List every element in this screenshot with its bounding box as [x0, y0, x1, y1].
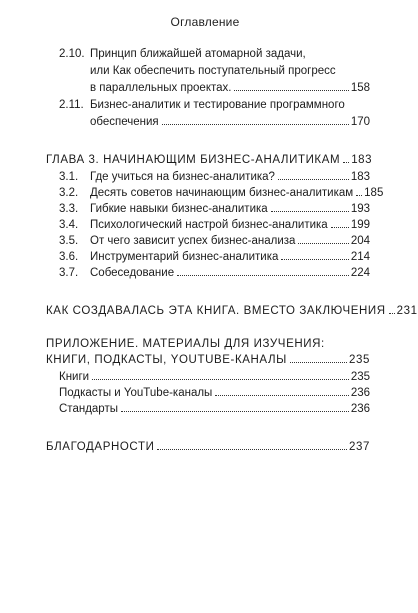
page-number: 199 [350, 219, 370, 231]
chapter-title: ГЛАВА 3. НАЧИНАЮЩИМ БИЗНЕС-АНАЛИТИКАМ [46, 154, 341, 166]
chapter-title-line: ПРИЛОЖЕНИЕ. МАТЕРИАЛЫ ДЛЯ ИЗУЧЕНИЯ: [46, 338, 325, 350]
entry-number: 2.11. [59, 99, 84, 111]
leader-dots [234, 81, 348, 91]
leader-dots [177, 266, 349, 276]
page-number: 183 [350, 171, 370, 183]
leader-dots [290, 353, 347, 363]
entry-number: 3.7. [59, 267, 79, 279]
page-number: 235 [350, 371, 370, 383]
chapter-title-line: КНИГИ, ПОДКАСТЫ, YOUTUBE-КАНАЛЫ [46, 354, 287, 366]
leader-line [90, 186, 384, 200]
entry-title: От чего зависит успех бизнес-анализа [90, 235, 296, 247]
page-number: 237 [349, 441, 370, 453]
leader-line [90, 234, 370, 248]
entry-number: 3.4. [59, 219, 79, 231]
leader-dots [298, 234, 348, 244]
entry-title: Инструментарий бизнес-аналитика [90, 251, 279, 263]
leader-dots [162, 115, 349, 125]
page-number: 183 [351, 154, 373, 166]
leader-dots [281, 250, 348, 260]
leader-dots [331, 218, 349, 228]
leader-line [46, 153, 373, 167]
entry-title-line: обеспечения [90, 116, 159, 128]
page-number: 231 [396, 305, 418, 317]
entry-number: 3.3. [59, 203, 79, 215]
entry-number: 3.6. [59, 251, 79, 263]
entry-number: 3.2. [59, 187, 79, 199]
entry-title-line: или Как обеспечить поступательный прогресс [90, 65, 336, 77]
entry-title-line: Принцип ближайшей атомарной задачи, [90, 48, 306, 60]
running-head: Оглавление [170, 15, 240, 29]
leader-line [46, 440, 370, 454]
entry-number: 2.10. [59, 48, 85, 60]
leader-line [46, 353, 370, 367]
entry-number: 3.1. [59, 171, 79, 183]
entry-title: Десять советов начинающим бизнес-аналитикам [90, 187, 354, 199]
leader-line [90, 81, 370, 95]
leader-line [90, 250, 370, 264]
leader-dots [92, 370, 349, 380]
entry-title: Где учиться на бизнес-аналитика? [90, 171, 275, 183]
entry-title: Стандарты [59, 403, 118, 415]
chapter-title: БЛАГОДАРНОСТИ [46, 441, 155, 453]
leader-dots [271, 202, 349, 212]
leader-line [90, 170, 370, 184]
leader-line [90, 218, 370, 232]
entry-title: Психологический настрой бизнес-аналитика [90, 219, 328, 231]
leader-dots [121, 402, 349, 412]
leader-line [59, 370, 370, 384]
leader-dots [278, 170, 349, 180]
chapter-title: КАК СОЗДАВАЛАСЬ ЭТА КНИГА. ВМЕСТО ЗАКЛЮЧЕНИЯ [46, 305, 386, 317]
leader-dots [343, 153, 349, 163]
page-number: 235 [349, 354, 370, 366]
page-number: 236 [350, 387, 370, 399]
leader-line [90, 115, 370, 129]
leader-dots [215, 386, 348, 396]
entry-number: 3.5. [59, 235, 79, 247]
page-number: 214 [350, 251, 370, 263]
leader-line [90, 266, 370, 280]
leader-line [59, 402, 370, 416]
entry-title: Гибкие навыки бизнес-аналитика [90, 203, 268, 215]
page-number: 224 [350, 267, 370, 279]
page-number: 185 [364, 187, 384, 199]
leader-dots [389, 304, 395, 314]
entry-title: Книги [59, 371, 90, 383]
entry-title-line: Бизнес-аналитик и тестирование программного [90, 99, 345, 111]
entry-title: Собеседование [90, 267, 175, 279]
entry-title: Подкасты и YouTube-каналы [59, 387, 213, 399]
leader-line [59, 386, 370, 400]
page-number: 204 [350, 235, 370, 247]
leader-line [90, 202, 370, 216]
entry-title-line: в параллельных проектах. [90, 82, 232, 94]
leader-line [46, 304, 418, 318]
leader-dots [356, 186, 362, 196]
leader-dots [157, 440, 347, 450]
page-number: 158 [350, 82, 370, 94]
page-number: 170 [350, 116, 370, 128]
page-number: 193 [350, 203, 370, 215]
page-number: 236 [350, 403, 370, 415]
